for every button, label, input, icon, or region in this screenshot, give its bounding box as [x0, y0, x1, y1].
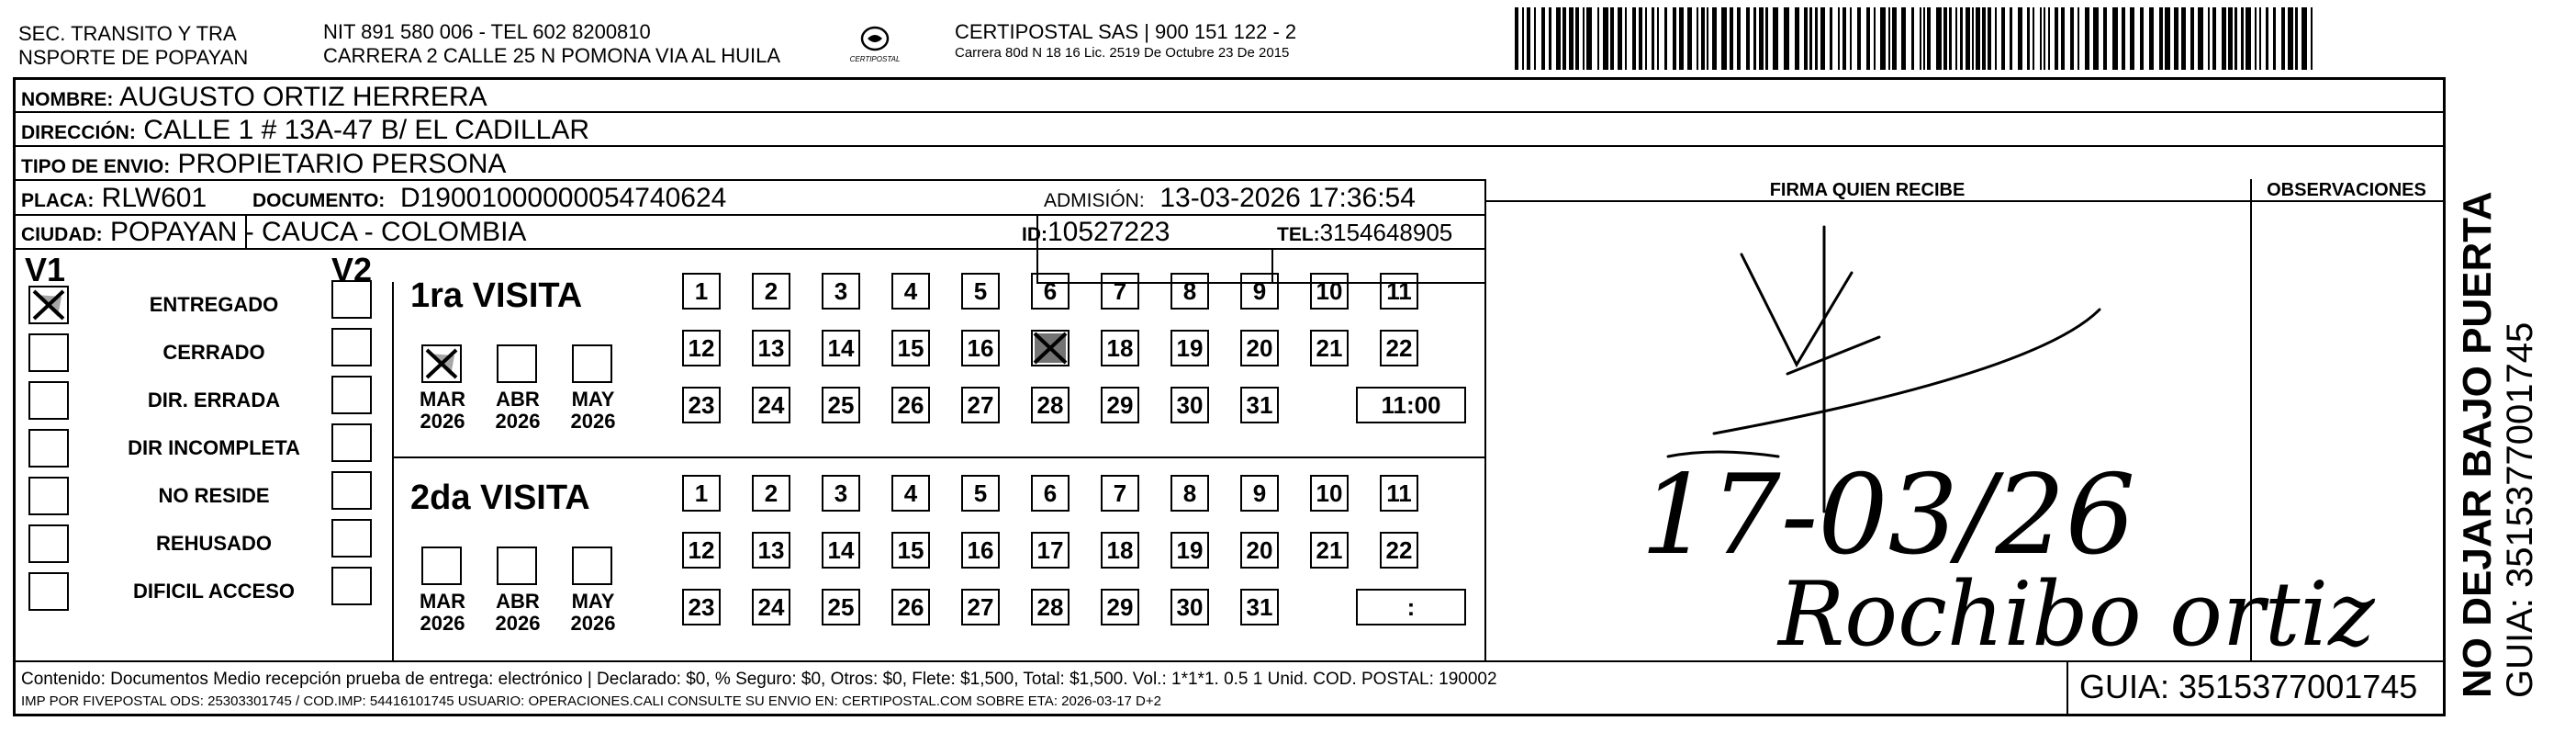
- month-checkbox[interactable]: [497, 344, 537, 383]
- day-box[interactable]: 19: [1170, 532, 1209, 569]
- status-v1-checkbox[interactable]: [28, 429, 69, 468]
- month-label: MAR 2026: [419, 590, 466, 635]
- admission-field: [1044, 183, 1416, 217]
- type-row: [21, 149, 506, 183]
- day-box[interactable]: 2: [752, 273, 790, 310]
- admission-value: 13-03-2026 17:36:54: [1159, 183, 1416, 213]
- day-box[interactable]: 8: [1170, 273, 1209, 310]
- id-label: ID:: [1022, 224, 1047, 245]
- id-value: 10527223: [1047, 217, 1170, 247]
- day-box[interactable]: 28: [1031, 387, 1070, 423]
- type-label: TIPO DE ENVIO:: [21, 156, 171, 177]
- month-checkbox[interactable]: [421, 344, 462, 383]
- status-label: NO RESIDE: [158, 484, 270, 507]
- day-box[interactable]: 5: [961, 273, 1000, 310]
- delivery-form: [13, 77, 2446, 716]
- courier-line2: Carrera 80d N 18 16 Lic. 2519 De Octubre 23 De 2015: [955, 45, 1290, 61]
- status-label: CERRADO: [162, 341, 265, 364]
- day-box[interactable]: 15: [891, 532, 930, 569]
- recipient-name: AUGUSTO ORTIZ HERRERA: [119, 82, 487, 112]
- status-v1-checkbox[interactable]: [28, 524, 69, 563]
- day-box[interactable]: 1: [682, 475, 721, 512]
- status-v2-checkbox[interactable]: [331, 280, 372, 319]
- sender-nit-line1: NIT 891 580 006 - TEL 602 8200810: [323, 20, 651, 43]
- day-box[interactable]: 3: [822, 273, 860, 310]
- month-checkbox[interactable]: [572, 547, 612, 585]
- status-v2-checkbox[interactable]: [331, 567, 372, 605]
- document-value: D19001000000054740624: [399, 183, 727, 213]
- guia-number: GUIA: 3515377001745: [2079, 668, 2418, 705]
- day-box[interactable]: 21: [1310, 532, 1349, 569]
- day-box[interactable]: 14: [822, 330, 860, 366]
- day-box[interactable]: 29: [1101, 589, 1139, 625]
- day-box[interactable]: 11: [1380, 475, 1418, 512]
- name-row: [21, 82, 487, 116]
- day-box[interactable]: 19: [1170, 330, 1209, 366]
- day-box[interactable]: 24: [752, 589, 790, 625]
- day-box[interactable]: 5: [961, 475, 1000, 512]
- day-box[interactable]: 25: [822, 589, 860, 625]
- sender-org-line1: SEC. TRANSITO Y TRA: [18, 22, 237, 45]
- signature-header: FIRMA QUIEN RECIBE: [1769, 180, 1966, 200]
- day-box[interactable]: 10: [1310, 273, 1349, 310]
- day-box[interactable]: 23: [682, 589, 721, 625]
- footer-content: Contenido: Documentos Medio recepción prueba de entrega: electrónico | Declarado: $0, % Seguro: $0, Otros: $0, Flete: $1,500, Total: $1,500. Vol.: 1*1*1. 0.5 1 Unid. COD. POSTAL: 190002: [21, 670, 1497, 689]
- month-label: MAR 2026: [419, 388, 466, 433]
- day-box[interactable]: 25: [822, 387, 860, 423]
- barcode: [1515, 7, 2323, 72]
- day-box[interactable]: 7: [1101, 475, 1139, 512]
- day-box[interactable]: 14: [822, 532, 860, 569]
- day-box[interactable]: 13: [752, 330, 790, 366]
- month-checkbox[interactable]: [497, 547, 537, 585]
- day-box[interactable]: 10: [1310, 475, 1349, 512]
- tel-value: 3154648905: [1319, 219, 1453, 246]
- day-box[interactable]: 4: [891, 475, 930, 512]
- day-box[interactable]: 7: [1101, 273, 1139, 310]
- day-box[interactable]: 18: [1101, 330, 1139, 366]
- plate-label: PLACA:: [21, 190, 95, 211]
- status-label: DIR. ERRADA: [147, 389, 281, 411]
- day-box[interactable]: 3: [822, 475, 860, 512]
- address-label: DIRECCIÓN:: [21, 122, 136, 143]
- id-field: [1022, 217, 1170, 251]
- day-box[interactable]: 28: [1031, 589, 1070, 625]
- visit1-title: 1ra VISITA: [410, 276, 583, 315]
- day-box[interactable]: 6: [1031, 475, 1070, 512]
- day-box[interactable]: 20: [1240, 532, 1279, 569]
- day-box[interactable]: 31: [1240, 589, 1279, 625]
- v1-header: V1: [25, 251, 66, 288]
- day-box[interactable]: 17: [1031, 532, 1070, 569]
- day-box[interactable]: 22: [1380, 532, 1418, 569]
- month-label: MAY 2026: [570, 388, 616, 433]
- day-box[interactable]: 27: [961, 589, 1000, 625]
- plate-field: [21, 183, 207, 217]
- visit2-title: 2da VISITA: [410, 479, 590, 517]
- document-label: DOCUMENTO:: [252, 190, 386, 211]
- day-box[interactable]: 29: [1101, 387, 1139, 423]
- day-box[interactable]: 9: [1240, 475, 1279, 512]
- side-warning: NO DEJAR BAJO PUERTA: [2455, 191, 2500, 698]
- observations-header: OBSERVACIONES: [2267, 180, 2426, 200]
- status-v2-checkbox[interactable]: [331, 519, 372, 558]
- day-box[interactable]: 12: [682, 330, 721, 366]
- month-label: ABR 2026: [495, 388, 541, 433]
- status-v1-checkbox[interactable]: [28, 286, 69, 324]
- status-v2-checkbox[interactable]: [331, 328, 372, 366]
- tel-field: [1277, 217, 1452, 251]
- day-box[interactable]: 2: [752, 475, 790, 512]
- shipment-type: PROPIETARIO PERSONA: [177, 149, 507, 179]
- month-checkbox[interactable]: [572, 344, 612, 383]
- status-v1-checkbox[interactable]: [28, 572, 69, 611]
- sender-org-line2: NSPORTE DE POPAYAN: [18, 46, 249, 69]
- day-box[interactable]: 1: [682, 273, 721, 310]
- day-box[interactable]: 22: [1380, 330, 1418, 366]
- side-guia: GUIA: 3515377001745: [2500, 321, 2540, 698]
- month-label: ABR 2026: [495, 590, 541, 635]
- day-box[interactable]: 23: [682, 387, 721, 423]
- status-v1-checkbox[interactable]: [28, 381, 69, 420]
- sender-nit-line2: CARRERA 2 CALLE 25 N POMONA VIA AL HUILA: [323, 44, 781, 67]
- recipient-address: CALLE 1 # 13A-47 B/ EL CADILLAR: [143, 115, 590, 145]
- v2-header: V2: [331, 251, 373, 288]
- address-row: [21, 115, 589, 149]
- day-box[interactable]: 16: [961, 330, 1000, 366]
- status-label: DIFICIL ACCESO: [132, 580, 295, 603]
- city-label: CIUDAD:: [21, 224, 103, 245]
- footer-print-info: IMP POR FIVEPOSTAL ODS: 25303301745 / COD.IMP: 54416101745 USUARIO: OPERACIONES.CALI CONSULTE SU ENVIO EN: CERTIPOSTAL.COM SOBRE ETA: 2026-03-17 D+2: [21, 693, 1161, 709]
- day-box[interactable]: 12: [682, 532, 721, 569]
- status-label: DIR INCOMPLETA: [128, 436, 300, 459]
- name-label: NOMBRE:: [21, 89, 114, 110]
- city-value: POPAYAN - CAUCA - COLOMBIA: [110, 217, 527, 247]
- status-v2-checkbox[interactable]: [331, 471, 372, 510]
- day-box[interactable]: 4: [891, 273, 930, 310]
- courier-info: [955, 20, 1296, 62]
- day-box[interactable]: 26: [891, 387, 930, 423]
- handwritten-date: 17-03/26: [1641, 452, 2136, 580]
- day-box[interactable]: 18: [1101, 532, 1139, 569]
- day-box[interactable]: 6: [1031, 273, 1070, 310]
- status-v2-checkbox[interactable]: [331, 423, 372, 462]
- month-checkbox[interactable]: [421, 547, 462, 585]
- admission-label: ADMISIÓN:: [1044, 190, 1145, 211]
- handwritten-name: Rochibo ortiz: [1778, 563, 2375, 666]
- day-box[interactable]: 30: [1170, 589, 1209, 625]
- status-v1-checkbox[interactable]: [28, 477, 69, 515]
- day-box[interactable]: 24: [752, 387, 790, 423]
- day-box[interactable]: 31: [1240, 387, 1279, 423]
- day-box[interactable]: 9: [1240, 273, 1279, 310]
- sender-org: [18, 22, 248, 70]
- document-field: [252, 183, 726, 217]
- day-box[interactable]: 13: [752, 532, 790, 569]
- plate-value: RLW601: [101, 183, 207, 213]
- sender-nit: [323, 20, 780, 68]
- status-v2-checkbox[interactable]: [331, 376, 372, 414]
- time-box[interactable]: :: [1356, 589, 1466, 625]
- day-box[interactable]: 27: [961, 387, 1000, 423]
- day-box[interactable]: 11: [1380, 273, 1418, 310]
- day-box[interactable]: 21: [1310, 330, 1349, 366]
- status-label: ENTREGADO: [149, 293, 279, 316]
- time-box[interactable]: 11:00: [1356, 387, 1466, 423]
- day-box[interactable]: 15: [891, 330, 930, 366]
- side-banner: [2456, 191, 2540, 698]
- month-label: MAY 2026: [570, 590, 616, 635]
- day-box[interactable]: [1031, 330, 1070, 366]
- day-box[interactable]: 16: [961, 532, 1000, 569]
- certipostal-logo: CERTIPOSTAL: [843, 18, 907, 70]
- tel-label: TEL:: [1277, 224, 1320, 245]
- courier-line1: CERTIPOSTAL SAS | 900 151 122 - 2: [955, 20, 1297, 43]
- day-box[interactable]: 26: [891, 589, 930, 625]
- city-row: [21, 217, 526, 251]
- status-v1-checkbox[interactable]: [28, 333, 69, 372]
- handwritten-signature: [1576, 218, 2375, 666]
- day-box[interactable]: 8: [1170, 475, 1209, 512]
- day-box[interactable]: 30: [1170, 387, 1209, 423]
- status-label: REHUSADO: [156, 532, 272, 555]
- day-box[interactable]: 20: [1240, 330, 1279, 366]
